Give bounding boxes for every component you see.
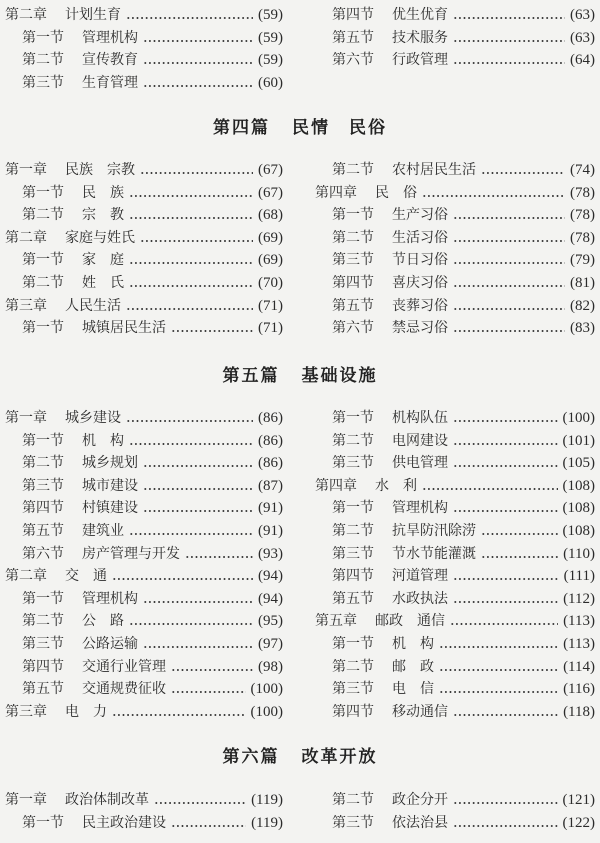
- entry-title: 电 力: [65, 703, 107, 720]
- entry-title: 抗旱防汛除涝: [392, 522, 476, 539]
- entry-number: 第三章: [5, 297, 47, 314]
- entry-number: 第四节: [332, 568, 374, 585]
- entry-page-number: (91): [258, 522, 283, 539]
- toc-entry-section: [5, 497, 283, 520]
- dot-leader: [126, 4, 253, 27]
- entry-number: 第一节: [22, 814, 64, 831]
- entry-page-number: (119): [251, 814, 283, 831]
- dot-leader: [453, 452, 558, 475]
- entry-title: 供电管理: [392, 455, 448, 472]
- entry-number: 第四节: [22, 658, 64, 675]
- dot-leader: [453, 272, 565, 295]
- entry-title: 河道管理: [392, 568, 448, 585]
- dot-leader: [481, 543, 558, 566]
- dot-leader: [171, 656, 253, 679]
- entry-page-number: (68): [258, 207, 283, 224]
- entry-page-number: (74): [570, 162, 595, 178]
- entry-page-number: (82): [570, 297, 595, 314]
- dot-leader: [453, 49, 565, 72]
- dot-leader: [453, 317, 565, 340]
- toc-column-left: [5, 407, 283, 723]
- toc-entry-chapter: [5, 295, 283, 318]
- toc-entry-section: [315, 452, 595, 475]
- entry-page-number: (86): [258, 410, 283, 426]
- part-header: [0, 116, 600, 140]
- dot-leader: [439, 678, 558, 701]
- entry-page-number: (110): [563, 545, 595, 562]
- entry-title: 生产习俗: [392, 207, 448, 224]
- entry-page-number: (78): [570, 207, 595, 224]
- entry-number: 第五节: [22, 522, 64, 539]
- entry-title: 水 利: [375, 477, 417, 494]
- entry-number: 第一节: [22, 184, 64, 201]
- dot-leader: [143, 633, 253, 656]
- entry-page-number: (112): [563, 590, 595, 607]
- entry-page-number: (81): [570, 274, 595, 291]
- entry-title: 丧葬习俗: [392, 297, 448, 314]
- toc-entry-chapter: [5, 701, 283, 724]
- entry-page-number: (60): [258, 74, 283, 91]
- entry-page-number: (91): [258, 500, 283, 517]
- entry-page-number: (113): [563, 613, 595, 630]
- toc-column-right: [315, 4, 595, 72]
- entry-page-number: (69): [258, 252, 283, 269]
- entry-page-number: (94): [258, 568, 283, 585]
- part-title: 民情 民俗: [292, 118, 387, 138]
- entry-number: 第三章: [5, 703, 47, 720]
- toc-entry-section: [5, 656, 283, 679]
- toc-entry-section: [5, 633, 283, 656]
- entry-title: 管理机构: [392, 500, 448, 517]
- entry-number: 第三节: [332, 814, 374, 831]
- entry-number: 第一节: [22, 590, 64, 607]
- entry-page-number: (71): [258, 297, 283, 314]
- entry-number: 第五节: [332, 590, 374, 607]
- dot-leader: [129, 272, 253, 295]
- entry-number: 第五节: [332, 29, 374, 46]
- entry-title: 民 俗: [375, 184, 417, 201]
- entry-page-number: (108): [562, 522, 595, 539]
- dot-leader: [450, 610, 558, 633]
- entry-page-number: (100): [562, 410, 595, 426]
- part-number: 第四篇: [213, 118, 270, 138]
- dot-leader: [154, 789, 246, 812]
- dot-leader: [129, 249, 253, 272]
- entry-number: 第一节: [332, 207, 374, 224]
- dot-leader: [453, 565, 559, 588]
- entry-number: 第四章: [315, 184, 357, 201]
- entry-page-number: (100): [250, 681, 283, 698]
- entry-title: 民 族: [82, 184, 124, 201]
- dot-leader: [453, 812, 558, 835]
- entry-number: 第二节: [332, 432, 374, 449]
- toc-entry-section: [5, 249, 283, 272]
- dot-leader: [453, 701, 558, 724]
- entry-page-number: (121): [562, 792, 595, 808]
- entry-page-number: (83): [570, 320, 595, 337]
- entry-title: 农村居民生活: [392, 162, 476, 178]
- toc-entry-chapter: [5, 565, 283, 588]
- entry-title: 宗 教: [82, 207, 124, 224]
- entry-page-number: (122): [562, 814, 595, 831]
- entry-number: 第一章: [5, 792, 47, 808]
- toc-entry-section: [5, 204, 283, 227]
- dot-leader: [126, 295, 253, 318]
- dot-leader: [453, 789, 558, 812]
- entry-page-number: (111): [563, 568, 595, 585]
- entry-number: 第五节: [22, 681, 64, 698]
- entry-number: 第三节: [332, 681, 374, 698]
- entry-number: 第三节: [332, 252, 374, 269]
- dot-leader: [453, 430, 558, 453]
- entry-title: 交通规费征收: [82, 681, 166, 698]
- toc-column-left: [5, 159, 283, 340]
- dot-leader: [112, 565, 253, 588]
- entry-page-number: (67): [258, 184, 283, 201]
- dot-leader: [143, 27, 253, 50]
- entry-title: 公 路: [82, 613, 124, 630]
- dot-leader: [112, 701, 246, 724]
- entry-number: 第二节: [332, 522, 374, 539]
- toc-entry-section: [315, 295, 595, 318]
- toc-column-left: [5, 4, 283, 94]
- entry-page-number: (67): [258, 162, 283, 178]
- entry-number: 第三节: [22, 635, 64, 652]
- entry-title: 节日习俗: [392, 252, 448, 269]
- entry-number: 第五节: [332, 297, 374, 314]
- toc-entry-section: [5, 610, 283, 633]
- entry-title: 依法治县: [392, 814, 448, 831]
- entry-number: 第一节: [332, 635, 374, 652]
- entry-page-number: (101): [562, 432, 595, 449]
- entry-title: 行政管理: [392, 52, 448, 69]
- entry-number: 第六节: [22, 545, 64, 562]
- toc-entry-section: [315, 204, 595, 227]
- entry-title: 城乡建设: [65, 410, 121, 426]
- entry-page-number: (78): [570, 184, 595, 201]
- dot-leader: [129, 182, 253, 205]
- entry-number: 第三节: [332, 545, 374, 562]
- entry-title: 生活习俗: [392, 229, 448, 246]
- entry-title: 邮政 通信: [375, 613, 445, 630]
- entry-title: 机构队伍: [392, 410, 448, 426]
- entry-title: 村镇建设: [82, 500, 138, 517]
- entry-title: 移动通信: [392, 703, 448, 720]
- toc-entry-section: [5, 475, 283, 498]
- entry-number: 第一章: [5, 410, 47, 426]
- entry-number: 第二章: [5, 229, 47, 246]
- entry-title: 邮 政: [392, 658, 434, 675]
- entry-title: 管理机构: [82, 590, 138, 607]
- entry-title: 电 信: [392, 681, 434, 698]
- entry-title: 家庭与姓氏: [65, 229, 135, 246]
- toc-entry-section: [5, 588, 283, 611]
- toc-entry-section: [5, 272, 283, 295]
- entry-number: 第一节: [332, 410, 374, 426]
- toc-entry-section: [315, 633, 595, 656]
- toc-column-left: [5, 789, 283, 834]
- part-header: [0, 364, 600, 388]
- toc-entry-section: [315, 49, 595, 72]
- dot-leader: [439, 656, 558, 679]
- entry-number: 第三节: [332, 455, 374, 472]
- entry-page-number: (97): [258, 635, 283, 652]
- entry-number: 第一节: [22, 432, 64, 449]
- toc-entry-section: [5, 520, 283, 543]
- dot-leader: [126, 407, 253, 430]
- toc-entry-section: [5, 452, 283, 475]
- entry-page-number: (98): [258, 658, 283, 675]
- entry-number: 第一节: [332, 500, 374, 517]
- entry-title: 水政执法: [392, 590, 448, 607]
- entry-number: 第四节: [22, 500, 64, 517]
- entry-page-number: (59): [258, 52, 283, 69]
- toc-entry-section: [5, 49, 283, 72]
- toc-entry-section: [5, 812, 283, 835]
- entry-title: 民主政治建设: [82, 814, 166, 831]
- entry-number: 第四节: [332, 7, 374, 23]
- entry-title: 公路运输: [82, 635, 138, 652]
- entry-number: 第一节: [22, 252, 64, 269]
- toc-entry-section: [315, 227, 595, 250]
- entry-page-number: (108): [562, 500, 595, 517]
- entry-page-number: (113): [563, 635, 595, 652]
- toc-entry-section: [315, 407, 595, 430]
- entry-title: 管理机构: [82, 29, 138, 46]
- toc-entry-section: [315, 27, 595, 50]
- part-header: [0, 745, 600, 769]
- toc-entry-section: [315, 249, 595, 272]
- entry-number: 第二节: [22, 613, 64, 630]
- entry-page-number: (116): [563, 681, 595, 698]
- entry-title: 政企分开: [392, 792, 448, 808]
- entry-page-number: (64): [570, 52, 595, 69]
- dot-leader: [171, 812, 246, 835]
- entry-title: 城镇居民生活: [82, 320, 166, 337]
- part-number: 第六篇: [222, 747, 280, 767]
- entry-title: 交通行业管理: [82, 658, 166, 675]
- toc-entry-section: [5, 72, 283, 95]
- entry-page-number: (86): [258, 455, 283, 472]
- dot-leader: [143, 72, 253, 95]
- entry-number: 第二节: [22, 207, 64, 224]
- dot-leader: [171, 317, 253, 340]
- entry-title: 城乡规划: [82, 455, 138, 472]
- entry-number: 第一节: [22, 320, 64, 337]
- toc-entry-section: [315, 520, 595, 543]
- toc-entry-chapter: [5, 4, 283, 27]
- entry-title: 建筑业: [82, 522, 124, 539]
- dot-leader: [143, 475, 253, 498]
- entry-title: 禁忌习俗: [392, 320, 448, 337]
- entry-title: 家 庭: [82, 252, 124, 269]
- entry-title: 生育管理: [82, 74, 138, 91]
- entry-page-number: (86): [258, 432, 283, 449]
- toc-column-right: [315, 789, 595, 834]
- toc-entry-section: [5, 317, 283, 340]
- entry-title: 人民生活: [65, 297, 121, 314]
- dot-leader: [453, 295, 565, 318]
- entry-title: 电网建设: [392, 432, 448, 449]
- toc-entry-section: [5, 543, 283, 566]
- toc-entry-section: [5, 430, 283, 453]
- dot-leader: [453, 249, 565, 272]
- entry-page-number: (63): [570, 29, 595, 46]
- toc-entry-section: [5, 182, 283, 205]
- entry-number: 第二节: [332, 792, 374, 808]
- entry-number: 第二节: [22, 455, 64, 472]
- toc-entry-section: [315, 159, 595, 182]
- toc-entry-section: [5, 678, 283, 701]
- dot-leader: [453, 4, 565, 27]
- toc-entry-section: [315, 497, 595, 520]
- entry-number: 第一节: [22, 29, 64, 46]
- dot-leader: [453, 407, 558, 430]
- entry-title: 计划生育: [65, 7, 121, 23]
- entry-page-number: (94): [258, 590, 283, 607]
- entry-number: 第一章: [5, 162, 47, 178]
- entry-page-number: (93): [258, 545, 283, 562]
- entry-title: 宣传教育: [82, 52, 138, 69]
- entry-title: 技术服务: [392, 29, 448, 46]
- dot-leader: [171, 678, 246, 701]
- dot-leader: [129, 430, 253, 453]
- entry-number: 第二节: [22, 274, 64, 291]
- toc-entry-section: [315, 789, 595, 812]
- dot-leader: [143, 588, 253, 611]
- entry-page-number: (59): [258, 7, 283, 23]
- dot-leader: [129, 520, 253, 543]
- dot-leader: [453, 497, 558, 520]
- dot-leader: [143, 49, 253, 72]
- entry-page-number: (70): [258, 274, 283, 291]
- toc-entry-section: [315, 430, 595, 453]
- dot-leader: [481, 520, 558, 543]
- dot-leader: [422, 182, 565, 205]
- entry-number: 第二节: [332, 162, 374, 178]
- entry-number: 第四节: [332, 274, 374, 291]
- toc-entry-section: [315, 272, 595, 295]
- entry-number: 第二章: [5, 568, 47, 585]
- toc-entry-section: [315, 812, 595, 835]
- part-title: 基础设施: [301, 366, 378, 386]
- dot-leader: [143, 497, 253, 520]
- dot-leader: [453, 227, 565, 250]
- entry-number: 第六节: [332, 320, 374, 337]
- entry-page-number: (95): [258, 613, 283, 630]
- entry-number: 第六节: [332, 52, 374, 69]
- entry-number: 第二节: [22, 52, 64, 69]
- dot-leader: [439, 633, 558, 656]
- dot-leader: [143, 452, 253, 475]
- dot-leader: [129, 610, 253, 633]
- entry-title: 喜庆习俗: [392, 274, 448, 291]
- toc-entry-section: [315, 588, 595, 611]
- entry-number: 第四章: [315, 477, 357, 494]
- dot-leader: [453, 588, 558, 611]
- entry-number: 第三节: [22, 74, 64, 91]
- entry-page-number: (63): [570, 7, 595, 23]
- toc-column-right: [315, 407, 595, 723]
- entry-page-number: (114): [563, 658, 595, 675]
- toc-entry-chapter: [5, 407, 283, 430]
- toc-entry-chapter: [315, 475, 595, 498]
- toc-entry-section: [315, 678, 595, 701]
- entry-page-number: (78): [570, 229, 595, 246]
- entry-page-number: (87): [258, 477, 283, 494]
- toc-entry-section: [315, 565, 595, 588]
- entry-number: 第四节: [332, 703, 374, 720]
- toc-entry-section: [315, 656, 595, 679]
- entry-title: 城市建设: [82, 477, 138, 494]
- toc-entry-chapter: [5, 789, 283, 812]
- entry-page-number: (119): [251, 792, 283, 808]
- dot-leader: [140, 159, 253, 182]
- toc-column-right: [315, 159, 595, 340]
- toc-entry-chapter: [315, 610, 595, 633]
- entry-title: 优生优育: [392, 7, 448, 23]
- entry-number: 第二节: [332, 658, 374, 675]
- toc-entry-section: [315, 701, 595, 724]
- entry-title: 房产管理与开发: [82, 545, 180, 562]
- toc-entry-section: [315, 317, 595, 340]
- dot-leader: [481, 159, 565, 182]
- dot-leader: [140, 227, 253, 250]
- entry-number: 第二节: [332, 229, 374, 246]
- entry-page-number: (105): [562, 455, 595, 472]
- entry-title: 姓 氏: [82, 274, 124, 291]
- entry-page-number: (71): [258, 320, 283, 337]
- dot-leader: [185, 543, 253, 566]
- toc-entry-section: [315, 543, 595, 566]
- entry-page-number: (59): [258, 29, 283, 46]
- part-number: 第五篇: [222, 366, 280, 386]
- dot-leader: [422, 475, 558, 498]
- dot-leader: [453, 27, 565, 50]
- entry-title: 机 构: [392, 635, 434, 652]
- dot-leader: [129, 204, 253, 227]
- entry-title: 机 构: [82, 432, 124, 449]
- entry-page-number: (118): [563, 703, 595, 720]
- entry-number: 第五章: [315, 613, 357, 630]
- toc-entry-section: [315, 4, 595, 27]
- entry-page-number: (108): [562, 477, 595, 494]
- dot-leader: [453, 204, 565, 227]
- toc-entry-chapter: [315, 182, 595, 205]
- entry-page-number: (79): [570, 252, 595, 269]
- toc-entry-chapter: [5, 227, 283, 250]
- part-title: 改革开放: [301, 747, 378, 767]
- entry-page-number: (69): [258, 229, 283, 246]
- toc-entry-chapter: [5, 159, 283, 182]
- entry-title: 节水节能灌溉: [392, 545, 476, 562]
- entry-title: 政治体制改革: [65, 792, 149, 808]
- entry-number: 第三节: [22, 477, 64, 494]
- toc-entry-section: [5, 27, 283, 50]
- entry-title: 民族 宗教: [65, 162, 135, 178]
- entry-page-number: (100): [250, 703, 283, 720]
- entry-number: 第二章: [5, 7, 47, 23]
- entry-title: 交 通: [65, 568, 107, 585]
